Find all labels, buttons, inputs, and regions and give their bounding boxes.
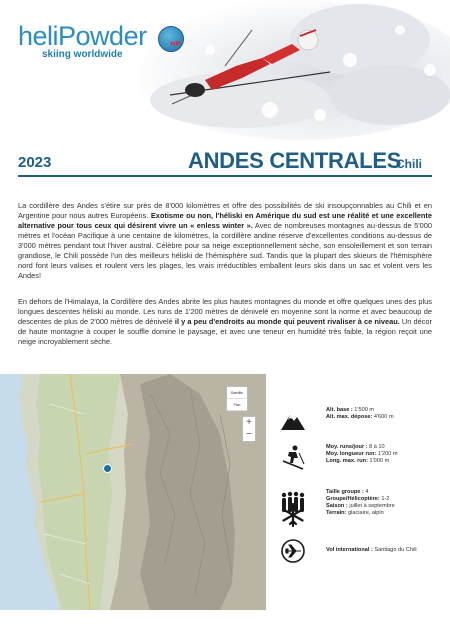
page-title: ANDES CENTRALES — [188, 148, 402, 173]
fact-line — [326, 451, 398, 458]
fact-line — [326, 444, 398, 451]
map-type-control[interactable] — [226, 386, 248, 411]
fact-label: Moy. longueur run: — [326, 451, 377, 458]
fact-label: Terrain: — [326, 510, 347, 517]
logo-badge-icon — [158, 26, 184, 52]
fact-value: 4'600 m — [372, 414, 394, 421]
fact-line — [326, 414, 394, 421]
fact-label: Saison : — [326, 503, 348, 509]
brand-logo — [18, 21, 180, 60]
fact-label: Vol international : — [326, 547, 373, 553]
intro-text-c: Avec de nombreuses montagnes au-dessus de 5'000 mètres et l'océan Pacifique à une centaine de kilomètres, la cordillère andine réserve d'excellentes conditions au-dessus de 3'000 mètres pendant tout l'hiver austral. Célèbre pour sa neige exceptionnellement sèche, son ensoleillement et son terrain grandiose, le Chili possède l'un des meilleurs héliski de l'hémisphère sud. Tandis que la plupart des skieurs de l'hémisphère nord font leurs valises et roulent vers les plages, les vrais irréductibles emballent leurs skis dans un sac et volent vers les Andes! — [18, 221, 432, 280]
hero-image — [0, 0, 450, 140]
fact-value: glaciaire, alpin — [346, 510, 384, 517]
map-plan-button[interactable]: Plan — [227, 399, 247, 411]
title-divider — [18, 175, 432, 177]
fact-label: Groupe/Hélicoptère: — [326, 496, 380, 503]
fact-value: 1'000 m — [367, 458, 390, 465]
fact-label: Taille groupe : — [326, 489, 364, 495]
fact-label: Alt. max. dépose: — [326, 414, 373, 421]
fact-line — [326, 503, 395, 510]
logo-badge-text: HP — [170, 41, 180, 48]
country-label: Chili — [396, 157, 422, 171]
intro-paragraph — [18, 201, 432, 281]
skier-icon — [280, 444, 306, 470]
plane-icon — [280, 538, 306, 564]
fact-value: 4 — [363, 489, 369, 495]
fact-label: Long. max. run: — [326, 458, 368, 465]
map-zoom-control[interactable] — [242, 416, 256, 442]
fact-value: Santiago du Chili — [372, 547, 417, 553]
fact-line — [326, 407, 394, 414]
second-text-a: En dehors de l'Himalaya, la Cordillère des Andes abrite les plus hautes montagnes du monde et offre quelques unes des plus longues descentes héliski au monde. Les runs de 1'200 mètres de dénivelé en moyenne sont la norme et avec beaucoup de descentes de plus de 2'000 mètres de dénivelé — [18, 297, 432, 326]
second-paragraph — [18, 297, 432, 347]
zoom-in-button[interactable]: + — [246, 417, 252, 428]
region-map[interactable] — [0, 374, 266, 610]
intro-text-a: La cordillère des Andes s'étire sur près de 8'000 kilomètres et offre des possibilités de ski insoupçonnables au Chili et en Argentine pour nous autres Européens. — [18, 201, 432, 220]
second-text-bold: il y a peu d'endroits au monde qui peuvent rivaliser à ce niveau. — [174, 317, 400, 326]
snowflake-icon — [280, 502, 306, 528]
fact-line — [326, 510, 395, 517]
location-marker-icon[interactable] — [103, 464, 112, 473]
fact-label: Alt. base : — [326, 407, 353, 413]
brand-name-light: heli — [18, 21, 59, 51]
brand-name-bold: Powder — [58, 21, 147, 51]
second-text-c: Un décor de haute montagne à couper le souffle domine le paysage, et avec une teneur en humidité très faible, la région reçoit une neige incroyablement sèche. — [18, 317, 432, 346]
brand-tagline: skiing worldwide — [42, 49, 123, 60]
fact-value: juillet à septembre — [347, 503, 395, 509]
fact-value: 1'200 m — [376, 451, 398, 458]
map-satellite-button[interactable]: Satellite — [227, 387, 247, 399]
zoom-out-button[interactable]: − — [246, 429, 252, 440]
brand-name — [18, 22, 147, 50]
fact-line — [326, 489, 389, 496]
fact-value: 8 à 10 — [367, 444, 385, 450]
year-label: 2023 — [18, 154, 52, 171]
intro-text-bold: Exotisme ou non, l'héliski en Amérique du sud est une réalité et une excellente alternative pour tous ceux qui désirent vivre un « enless winter ». — [18, 211, 432, 230]
fact-value: 1'500 m — [352, 407, 375, 413]
fact-label: Moy. runs/jour : — [326, 444, 368, 450]
fact-line — [326, 547, 417, 554]
fact-value: 1-2 — [379, 496, 390, 503]
mountain-icon — [280, 407, 306, 433]
fact-line — [326, 458, 398, 465]
